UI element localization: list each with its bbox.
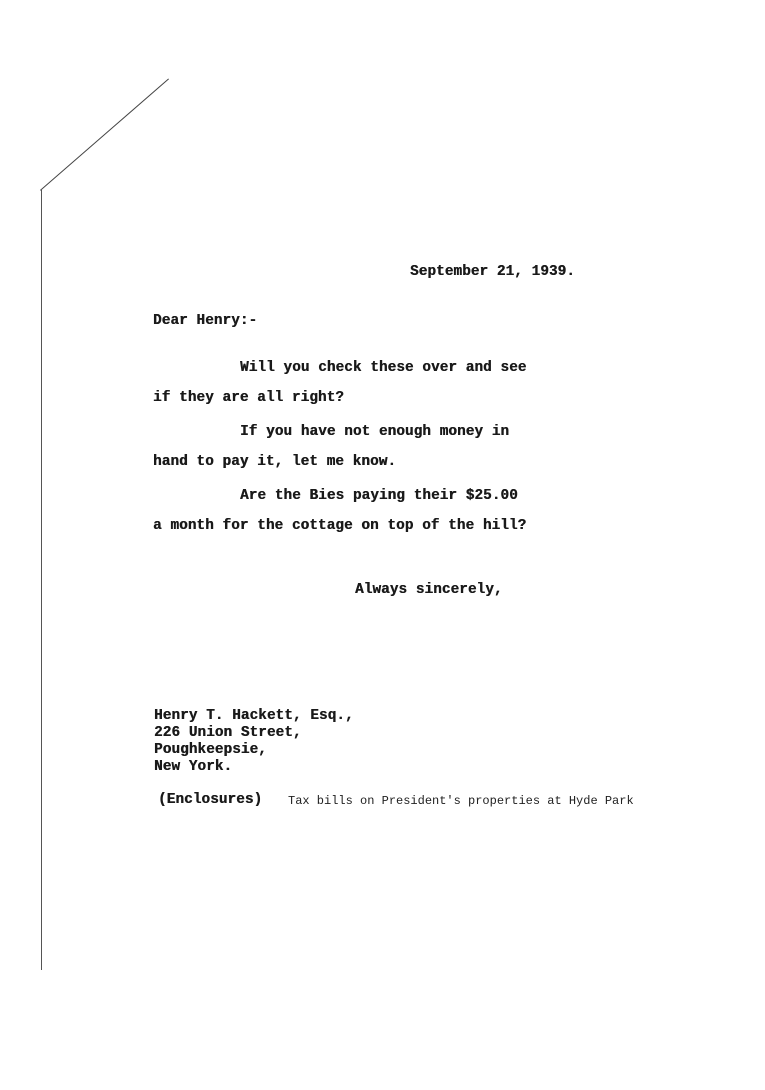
body-line: a month for the cottage on top of the hill? — [153, 518, 527, 534]
body-line: Are the Bies paying their $25.00 — [240, 488, 518, 504]
letter-date: September 21, 1939. — [410, 264, 575, 280]
page-edge-mark — [41, 190, 42, 970]
address-line: Poughkeepsie, — [154, 742, 267, 758]
body-line: Will you check these over and see — [240, 360, 527, 376]
body-line: If you have not enough money in — [240, 424, 510, 440]
body-line: hand to pay it, let me know. — [153, 454, 397, 470]
page-corner-mark — [40, 78, 169, 190]
enclosures-note: Tax bills on President's properties at Hyde Park — [288, 794, 634, 808]
address-line: Henry T. Hackett, Esq., — [154, 708, 354, 724]
body-line: if they are all right? — [153, 390, 344, 406]
salutation: Dear Henry:- — [153, 313, 258, 329]
closing: Always sincerely, — [355, 582, 503, 598]
enclosures-label: (Enclosures) — [158, 792, 263, 808]
address-line: New York. — [154, 759, 233, 775]
address-line: 226 Union Street, — [154, 725, 302, 741]
